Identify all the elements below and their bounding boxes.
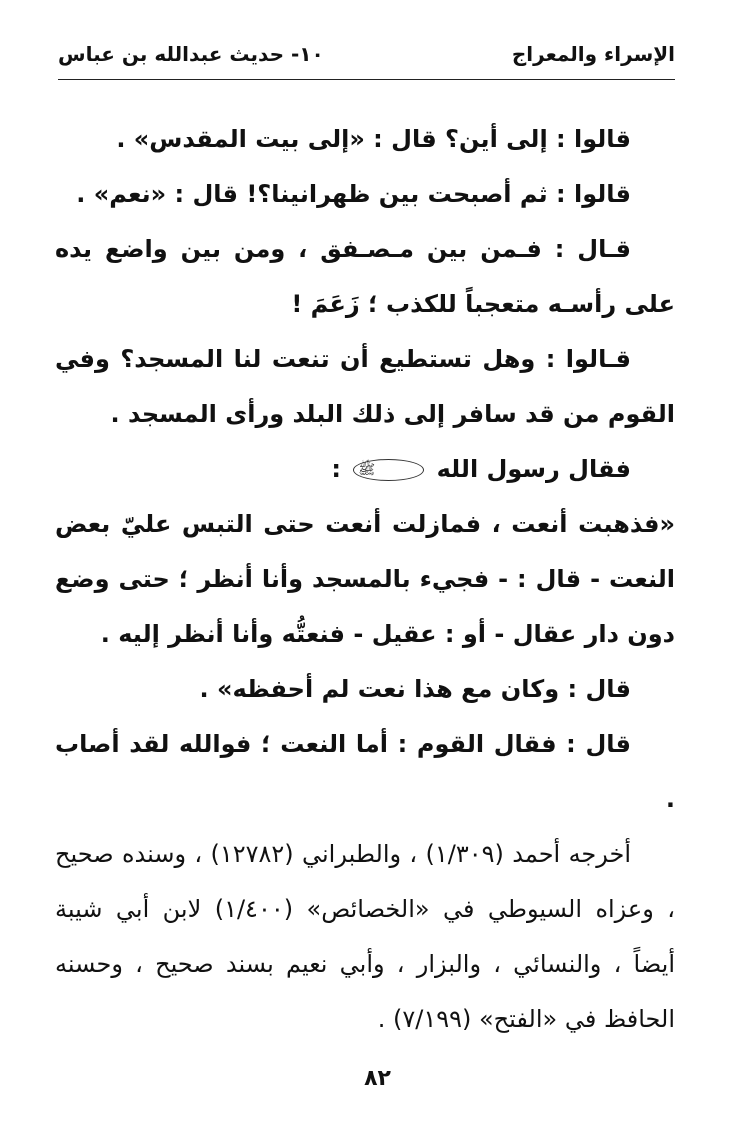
paragraph-5 — [55, 442, 675, 497]
paragraph-2: قالوا : ثم أصبحت بين ظهرانينا؟! قال : «نعم» . — [76, 180, 631, 208]
chapter-title: ١٠- حديث عبدالله بن عباس — [58, 42, 324, 66]
header-divider — [58, 79, 675, 80]
running-header — [58, 38, 675, 78]
paragraph-5-colon: : — [331, 455, 350, 483]
page-body — [55, 112, 675, 1047]
footnote-paragraph: أخرجه أحمد (١/٣٠٩) ، والطبراني (١٢٧٨٢) ، وسنده صحيح ، وعزاه السيوطي في «الخصائص» (١/٤٠٠) لابن أبي شيبة أيضاً ، والنسائي ، والبزار ، وأبي نعيم بسند صحيح ، وحسنه الحافظ في «الفتح» (٧/١٩٩) . — [55, 840, 675, 1033]
paragraph-8: قال : فقال القوم : أما النعت ؛ فوالله لقد أصاب . — [55, 730, 675, 813]
honorific-seal-icon: ﷺ — [353, 459, 424, 481]
paragraph-4: قـالوا : وهل تستطيع أن تنعت لنا المسجد؟ وفي القوم من قد سافر إلى ذلك البلد ورأى المسجد . — [55, 345, 675, 428]
page-number: ٨٢ — [364, 1066, 391, 1091]
book-title: الإسراء والمعراج — [511, 42, 675, 66]
paragraph-3: قـال : فـمن بين مـصـفق ، ومن بين واضع يده على رأسـه متعجباً للكذب ؛ زَعَمَ ! — [55, 235, 675, 318]
paragraph-7: قال : وكان مع هذا نعت لم أحفظه» . — [199, 675, 631, 703]
paragraph-6: «فذهبت أنعت ، فمازلت أنعت حتى التبس عليّ بعض النعت - قال : - فجيء بالمسجد وأنا أنظر ؛ حتى وضع دون دار عقال - أو : عقيل - فنعتُّه وأنا أنظر إليه . — [55, 510, 675, 648]
paragraph-1: قالوا : إلى أين؟ قال : «إلى بيت المقدس» . — [116, 125, 631, 153]
paragraph-5-text: فقال رسول الله — [436, 455, 631, 483]
